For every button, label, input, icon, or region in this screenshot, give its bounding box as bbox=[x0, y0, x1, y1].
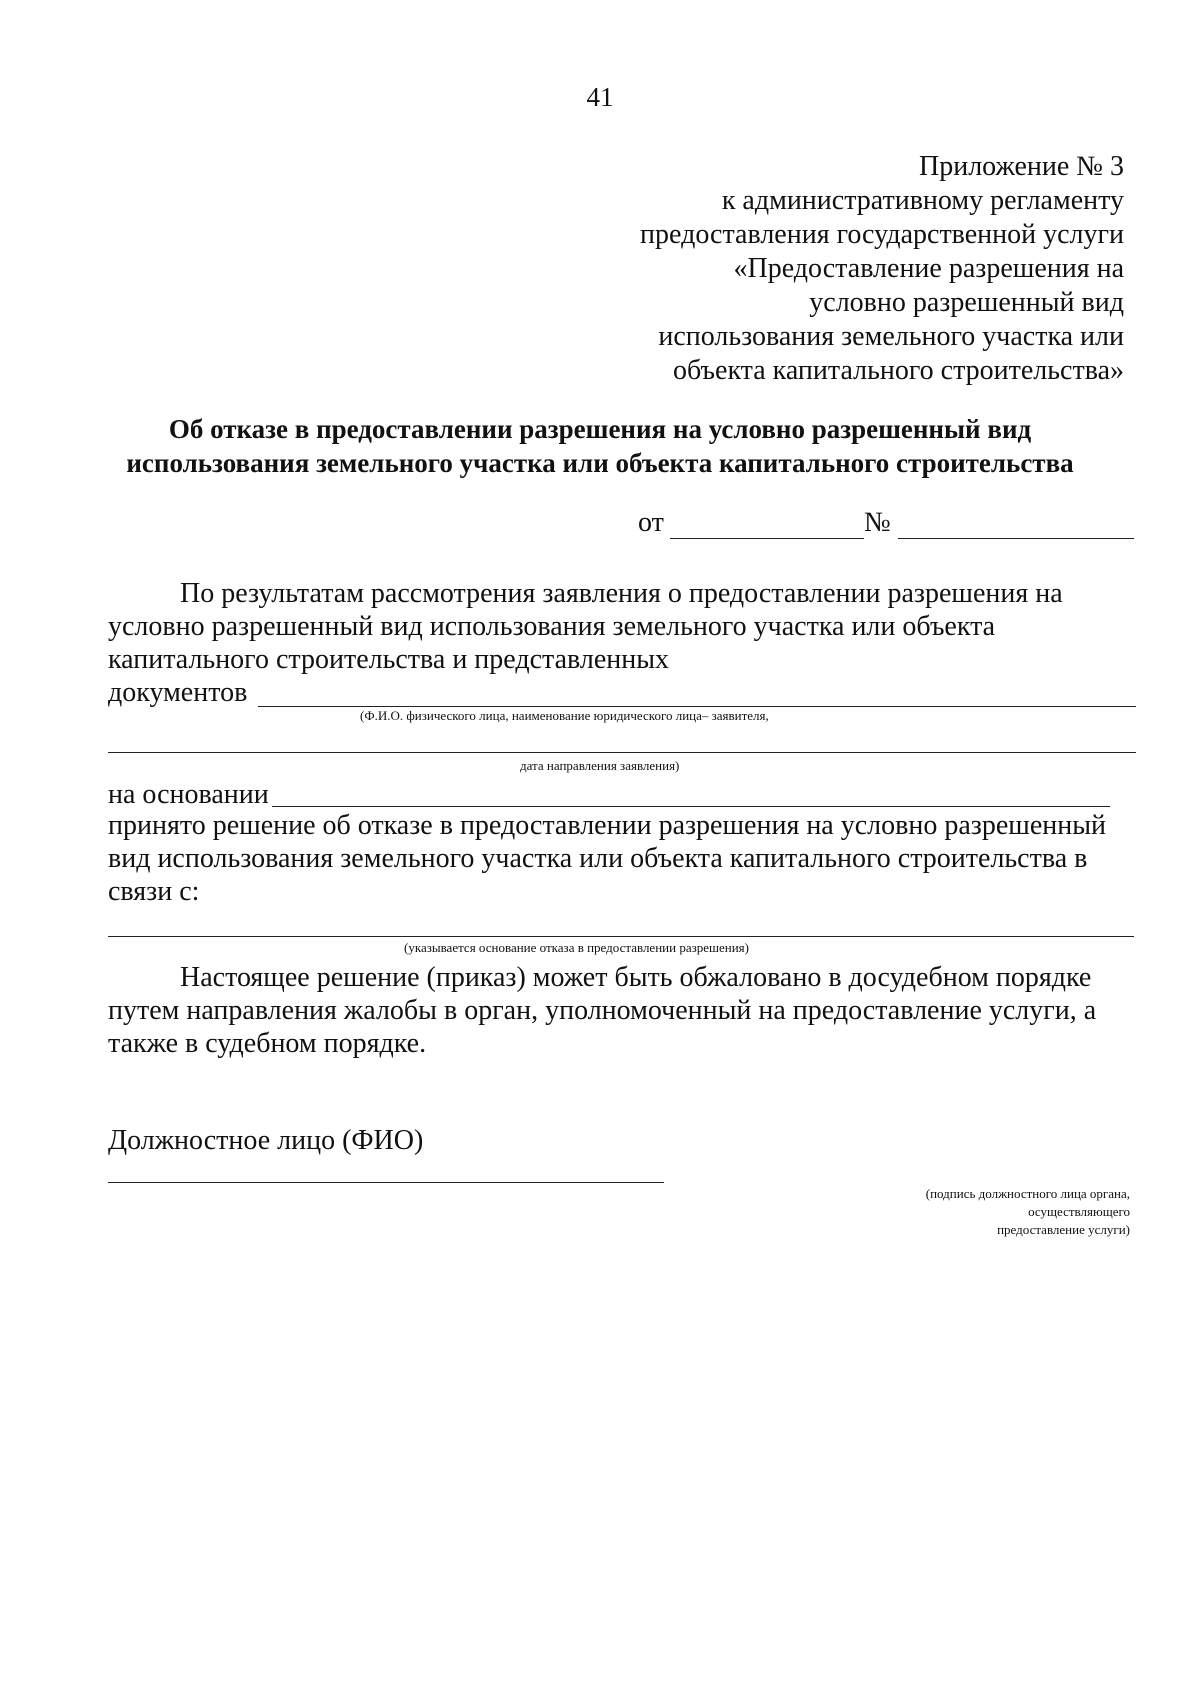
appendix-line: объекта капитального строительства» bbox=[672, 355, 1124, 386]
appendix-line: использования земельного участка или bbox=[658, 321, 1124, 352]
document-title-line: Об отказе в предоставлении разрешения на условно разрешенный вид bbox=[168, 414, 1032, 444]
date-number-row bbox=[638, 508, 1134, 544]
caption-reason: (указывается основание отказа в предоставлении разрешения) bbox=[404, 940, 749, 955]
basis-field-line[interactable] bbox=[272, 806, 1110, 807]
number-label: № bbox=[864, 507, 891, 538]
appendix-line: предоставления государственной услуги bbox=[640, 219, 1124, 250]
appendix-line: «Предоставление разрешения на bbox=[733, 253, 1124, 284]
basis-label: на основании bbox=[108, 779, 269, 810]
signature-caption bbox=[830, 1185, 1130, 1239]
appeal-line: также в судебном порядке. bbox=[108, 1028, 427, 1059]
document-title bbox=[60, 412, 1140, 480]
documents-label: документов bbox=[108, 677, 248, 708]
page-number: 41 bbox=[586, 82, 614, 112]
caption-date: дата направления заявления) bbox=[520, 758, 680, 773]
signature-caption-line: предоставление услуги) bbox=[997, 1222, 1130, 1237]
applicant-field-line[interactable] bbox=[258, 706, 1136, 707]
decision-line: принято решение об отказе в предоставлении разрешения на условно разрешенный bbox=[108, 810, 1107, 841]
official-label: Должностное лицо (ФИО) bbox=[108, 1125, 424, 1156]
intro-line: По результатам рассмотрения заявления о предоставлении разрешения на bbox=[180, 578, 1063, 609]
decision-line: вид использования земельного участка или объекта капитального строительства в bbox=[108, 843, 1088, 874]
appeal-line: Настоящее решение (приказ) может быть обжаловано в досудебном порядке bbox=[180, 962, 1092, 993]
signature-caption-line: (подпись должностного лица органа, bbox=[925, 1186, 1130, 1201]
appendix-line: Приложение № 3 bbox=[919, 151, 1124, 182]
decision-line: связи с: bbox=[108, 876, 200, 907]
signature-caption-line: осуществляющего bbox=[1028, 1204, 1130, 1219]
intro-line: капитального строительства и представленных bbox=[108, 644, 670, 675]
number-field-line[interactable] bbox=[898, 538, 1134, 539]
appendix-heading bbox=[424, 150, 1124, 388]
appendix-line: условно разрешенный вид bbox=[809, 287, 1124, 318]
signature-line[interactable] bbox=[108, 1182, 664, 1183]
appendix-line: к административному регламенту bbox=[721, 185, 1124, 216]
date-field-line[interactable] bbox=[670, 538, 864, 539]
caption-applicant: (Ф.И.О. физического лица, наименование юридического лица– заявителя, bbox=[360, 708, 769, 723]
document-title-line: использования земельного участка или объекта капитального строительства bbox=[126, 448, 1074, 478]
reason-field-line[interactable] bbox=[108, 936, 1134, 937]
appeal-line: путем направления жалобы в орган, уполномоченный на предоставление услуги, а bbox=[108, 995, 1097, 1026]
from-label: от bbox=[638, 507, 664, 538]
intro-line: условно разрешенный вид использования земельного участка или объекта bbox=[108, 611, 996, 642]
applicant-field-line-2[interactable] bbox=[108, 752, 1136, 753]
